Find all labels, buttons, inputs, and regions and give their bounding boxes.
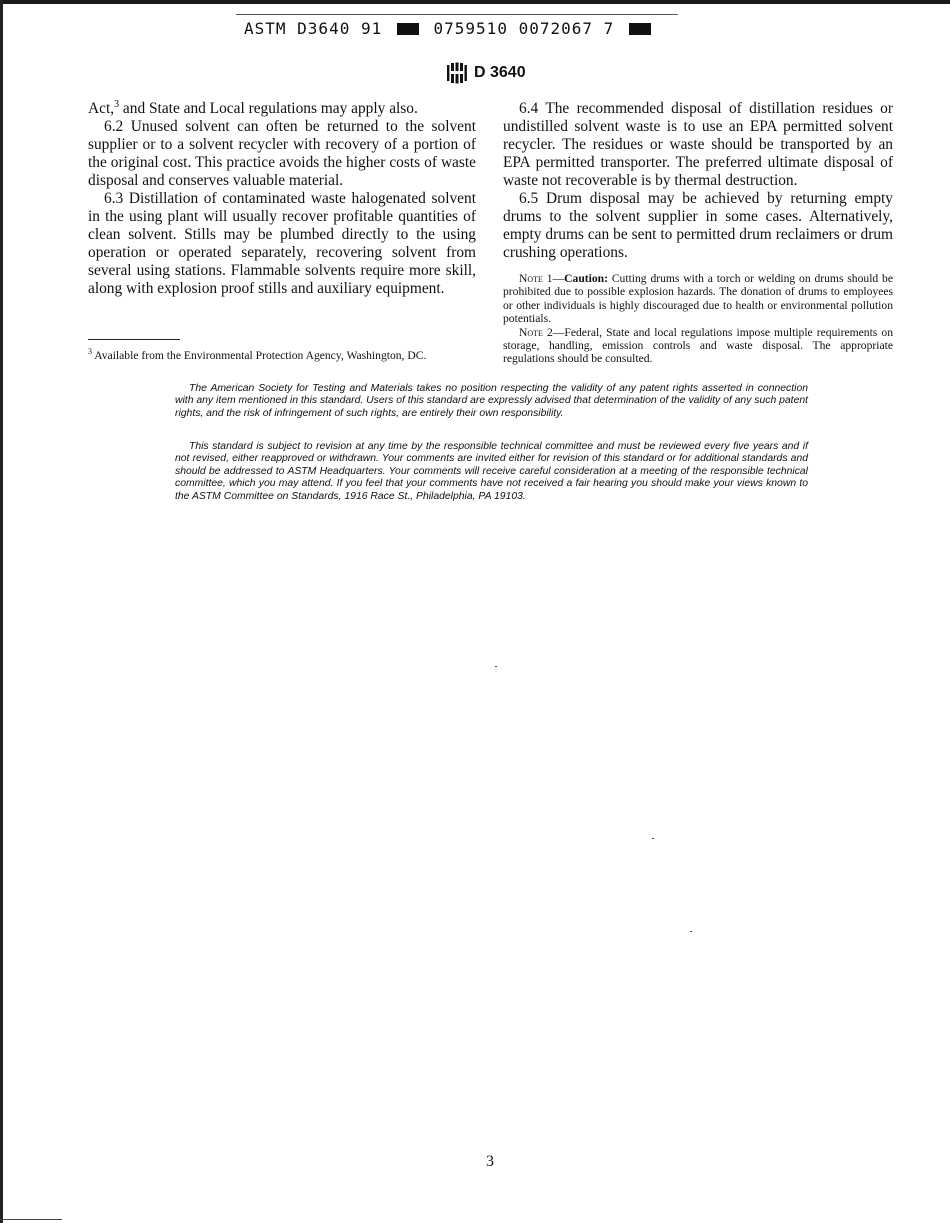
header-code-part-1: ASTM D3640 91	[244, 19, 383, 38]
patent-disclaimer: The American Society for Testing and Materials takes no position respecting the validity of any patent rights asserted in connection with any item mentioned in this standard. Users of this standard are expressly advised that determination of the validity of any such patent rights, and the risk of infringement of such rights, are entirely their own responsibility.	[175, 383, 809, 419]
scan-speck	[690, 931, 692, 932]
scan-speck	[652, 838, 654, 839]
paragraph-6-4: 6.4 The recommended disposal of distillation residues or undistilled solvent waste is to use an EPA permitted solvent recycler. The residues or waste should be transported by an EPA permitted transporter. The preferred ultimate disposal of waste not recoverable is by thermal destruction.	[503, 100, 893, 189]
designation-header	[446, 62, 526, 84]
left-border-rule	[0, 0, 3, 1223]
left-column	[88, 100, 476, 298]
barcode-block-icon	[629, 23, 651, 35]
scan-speck	[495, 666, 497, 667]
revision-notice: This standard is subject to revision at any time by the responsible technical committee and must be reviewed every five years and if not revised, either reapproved or withdrawn. Your comments are invited either for revision of this standard or for additional standards and should be addressed to ASTM Headquarters. Your comments will receive careful consideration at a meeting of the responsible technical committee, which you may attend. If you feel that your comments have not received a fair hearing you should make your views known to the ASTM Committee on Standards, 1916 Race St., Philadelphia, PA 19103.	[175, 441, 808, 502]
designation-number: D 3640	[474, 64, 526, 81]
note-2	[503, 326, 893, 366]
paragraph-6-2: 6.2 Unused solvent can often be returned to the solvent supplier or to a solvent recycler with recovery of a portion of the original cost. This practice avoids the higher costs of waste disposal and conserves valuable material.	[88, 118, 476, 189]
top-border-rule	[0, 0, 950, 4]
paragraph-6-3: 6.3 Distillation of contaminated waste halogenated solvent in the using plant will usually recover profitable quantities of clean solvent. Stills may be plumbed directly to the using operation or operated separately, recovering solvent from several using stations. Flammable solvents require more skill, along with explosion proof stills and auxiliary equipment.	[88, 190, 476, 297]
note-2-text: 2—Federal, State and local regulations impose multiple requirements on storage, handling, emission controls and waste disposal. The appropriate regulations should be consulted.	[503, 325, 893, 366]
act-rest-text: and State and Local regulations may apply also.	[119, 100, 418, 117]
footnote	[88, 349, 488, 362]
note-2-label: Note	[519, 325, 543, 339]
act-text: Act,	[88, 100, 115, 117]
footnote-rule	[88, 339, 180, 340]
page-number: 3	[486, 1153, 494, 1170]
footnote-marker: 3	[88, 347, 92, 357]
astm-logo-icon	[446, 62, 468, 84]
bottom-border-rule	[0, 1219, 62, 1220]
footnote-text: Available from the Environmental Protection Agency, Washington, DC.	[92, 349, 427, 362]
note-1-text: Cutting drums with a torch or welding on drums should be prohibited due to possible explosion hazards. The donation of drums to employees or other individuals is highly discouraged due to health or environmental pollution potentials.	[503, 272, 893, 326]
note-1-number: 1—	[542, 272, 565, 285]
right-column	[503, 100, 893, 366]
header-code-part-2: 0759510 0072067 7	[433, 19, 615, 38]
note-1-caution: Caution:	[564, 272, 608, 285]
note-1-label: Note	[519, 272, 543, 285]
barcode-block-icon	[397, 23, 419, 35]
footnote-ref: 3	[114, 98, 120, 110]
paragraph-6-5: 6.5 Drum disposal may be achieved by returning empty drums to the solvent supplier in some cases. Alternatively, empty drums can be sent to permitted drum reclaimers or drum crushing operations.	[503, 190, 893, 261]
note-1	[503, 272, 893, 326]
header-code	[244, 19, 674, 38]
paragraph-act-continuation	[88, 100, 476, 118]
